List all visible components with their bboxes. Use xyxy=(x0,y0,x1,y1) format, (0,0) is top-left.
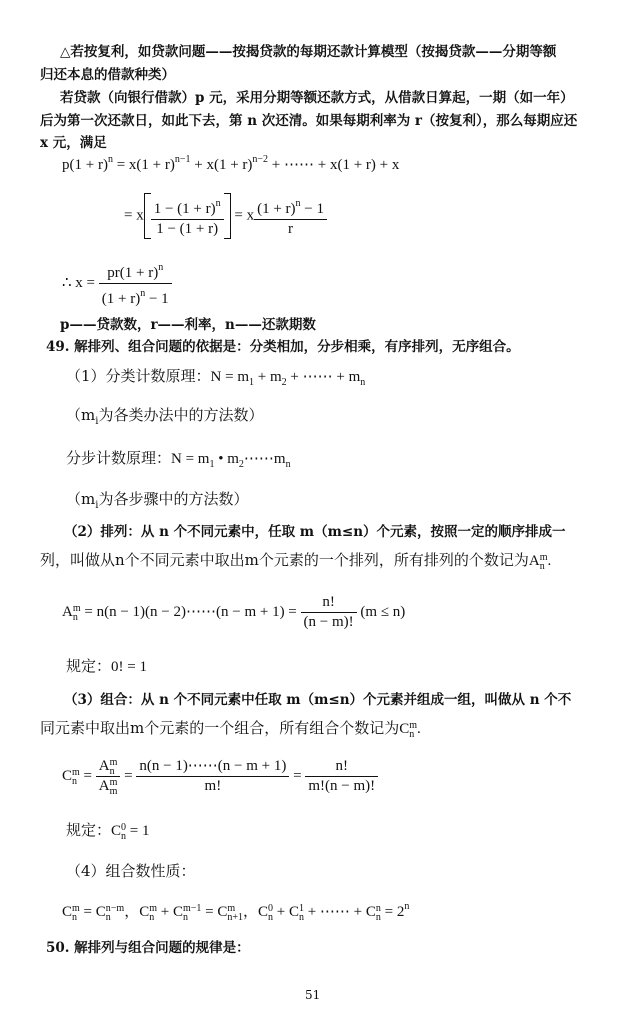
loan-solution: ∴ x = $\frac{pr(1 + r)^n}{(1 + r)^n - 1}$ xyxy=(62,258,172,309)
rule-zero-factorial: 规定：0! = 1 xyxy=(66,657,147,675)
loan-equation-1: $p(1 + r)^n = x(1 + r)^{n-1} + x(1 + r)^{n-2}$ + ⋯⋯ + x(1 + r) + x xyxy=(62,154,400,173)
permutation-formula: A m n = n(n − 1)(n − 2)⋯⋯(n − m + 1) = $\frac{n!}{(n - m)!}$ (m ≤ n) xyxy=(62,594,406,630)
loan-para-line1: 若贷款（向银行借款）p 元，采用分期等额还款方式，从借款日算起，一期（如一年） xyxy=(60,90,574,106)
combination-properties-label: （4）组合数性质： xyxy=(66,862,196,880)
combination-formula: C m n = A m n A m m = $\frac{n(n - 1)\cdots\cdots(n - m + 1)}{m!}$ = $\frac{n!}{m!(n - m)!}$ xyxy=(62,757,378,796)
loan-equation-2: = x $\frac{1 - (1 + r)^n}{1 - (1 + r)}$ = x $\frac{(1 + r)^n - 1}{r}$ xyxy=(124,193,327,239)
loan-title-cont: 归还本息的借款种类） xyxy=(40,67,175,83)
loan-para-line3: x 元，满足 xyxy=(40,135,107,151)
permutation-definition: （2）排列：从 n 个不同元素中，任取 m（m≤n）个元素，按照一定的顺序排成一 xyxy=(64,524,566,540)
section-49-heading: 49. 解排列、组合问题的依据是：分类相加，分步相乘，有序排列，无序组合。 xyxy=(46,339,520,355)
loan-para-line2: 后为第一次还款日，如此下去，第 n 次还清。如果每期利率为 r（按复利），那么每期应还 xyxy=(40,113,578,129)
rule-c-n-zero: 规定：C 0 n = 1 xyxy=(66,821,150,842)
loan-title: △若按复利，如贷款问题——按揭贷款的每期还款计算模型（按揭贷款——分期等额 xyxy=(60,44,557,60)
permutation-definition-cont: 列，叫做从n个不同元素中取出m个元素的一个排列，所有排列的个数记为A m n . xyxy=(40,551,552,572)
section-50-heading: 50. 解排列与组合问题的规律是： xyxy=(46,940,250,956)
combination-definition-cont: 同元素中取出m个元素的一个组合，所有组合个数记为C m n . xyxy=(40,719,421,740)
addition-note: （$m_i$为各类办法中的方法数） xyxy=(66,406,264,427)
loan-legend: p——贷款数，r——利率，n——还款期数 xyxy=(60,317,316,333)
multiplication-principle: 分步计数原理：$N = m_1$ • $m_2\cdots\cdots m_n$ xyxy=(66,449,291,470)
combination-definition: （3）组合：从 n 个不同元素中任取 m（m≤n）个元素并组成一组，叫做从 n 个不 xyxy=(64,692,572,708)
combination-properties: C m n = C n−m n ，C m n + C m−1 n = C m n+1 ，C 0 n + C 1 n + ⋯⋯ + C n n = $2^n$ xyxy=(62,901,410,923)
page-number: 51 xyxy=(305,988,321,1002)
multiplication-principle-label: 分步计数原理： xyxy=(66,449,172,467)
multiplication-note: （$m_i$为各步骤中的方法数） xyxy=(66,490,249,511)
addition-principle: （1）分类计数原理：$N = m_1 + m_2$ + ⋯⋯ + $m_n$ xyxy=(66,367,366,388)
addition-principle-label: （1）分类计数原理： xyxy=(66,367,211,385)
